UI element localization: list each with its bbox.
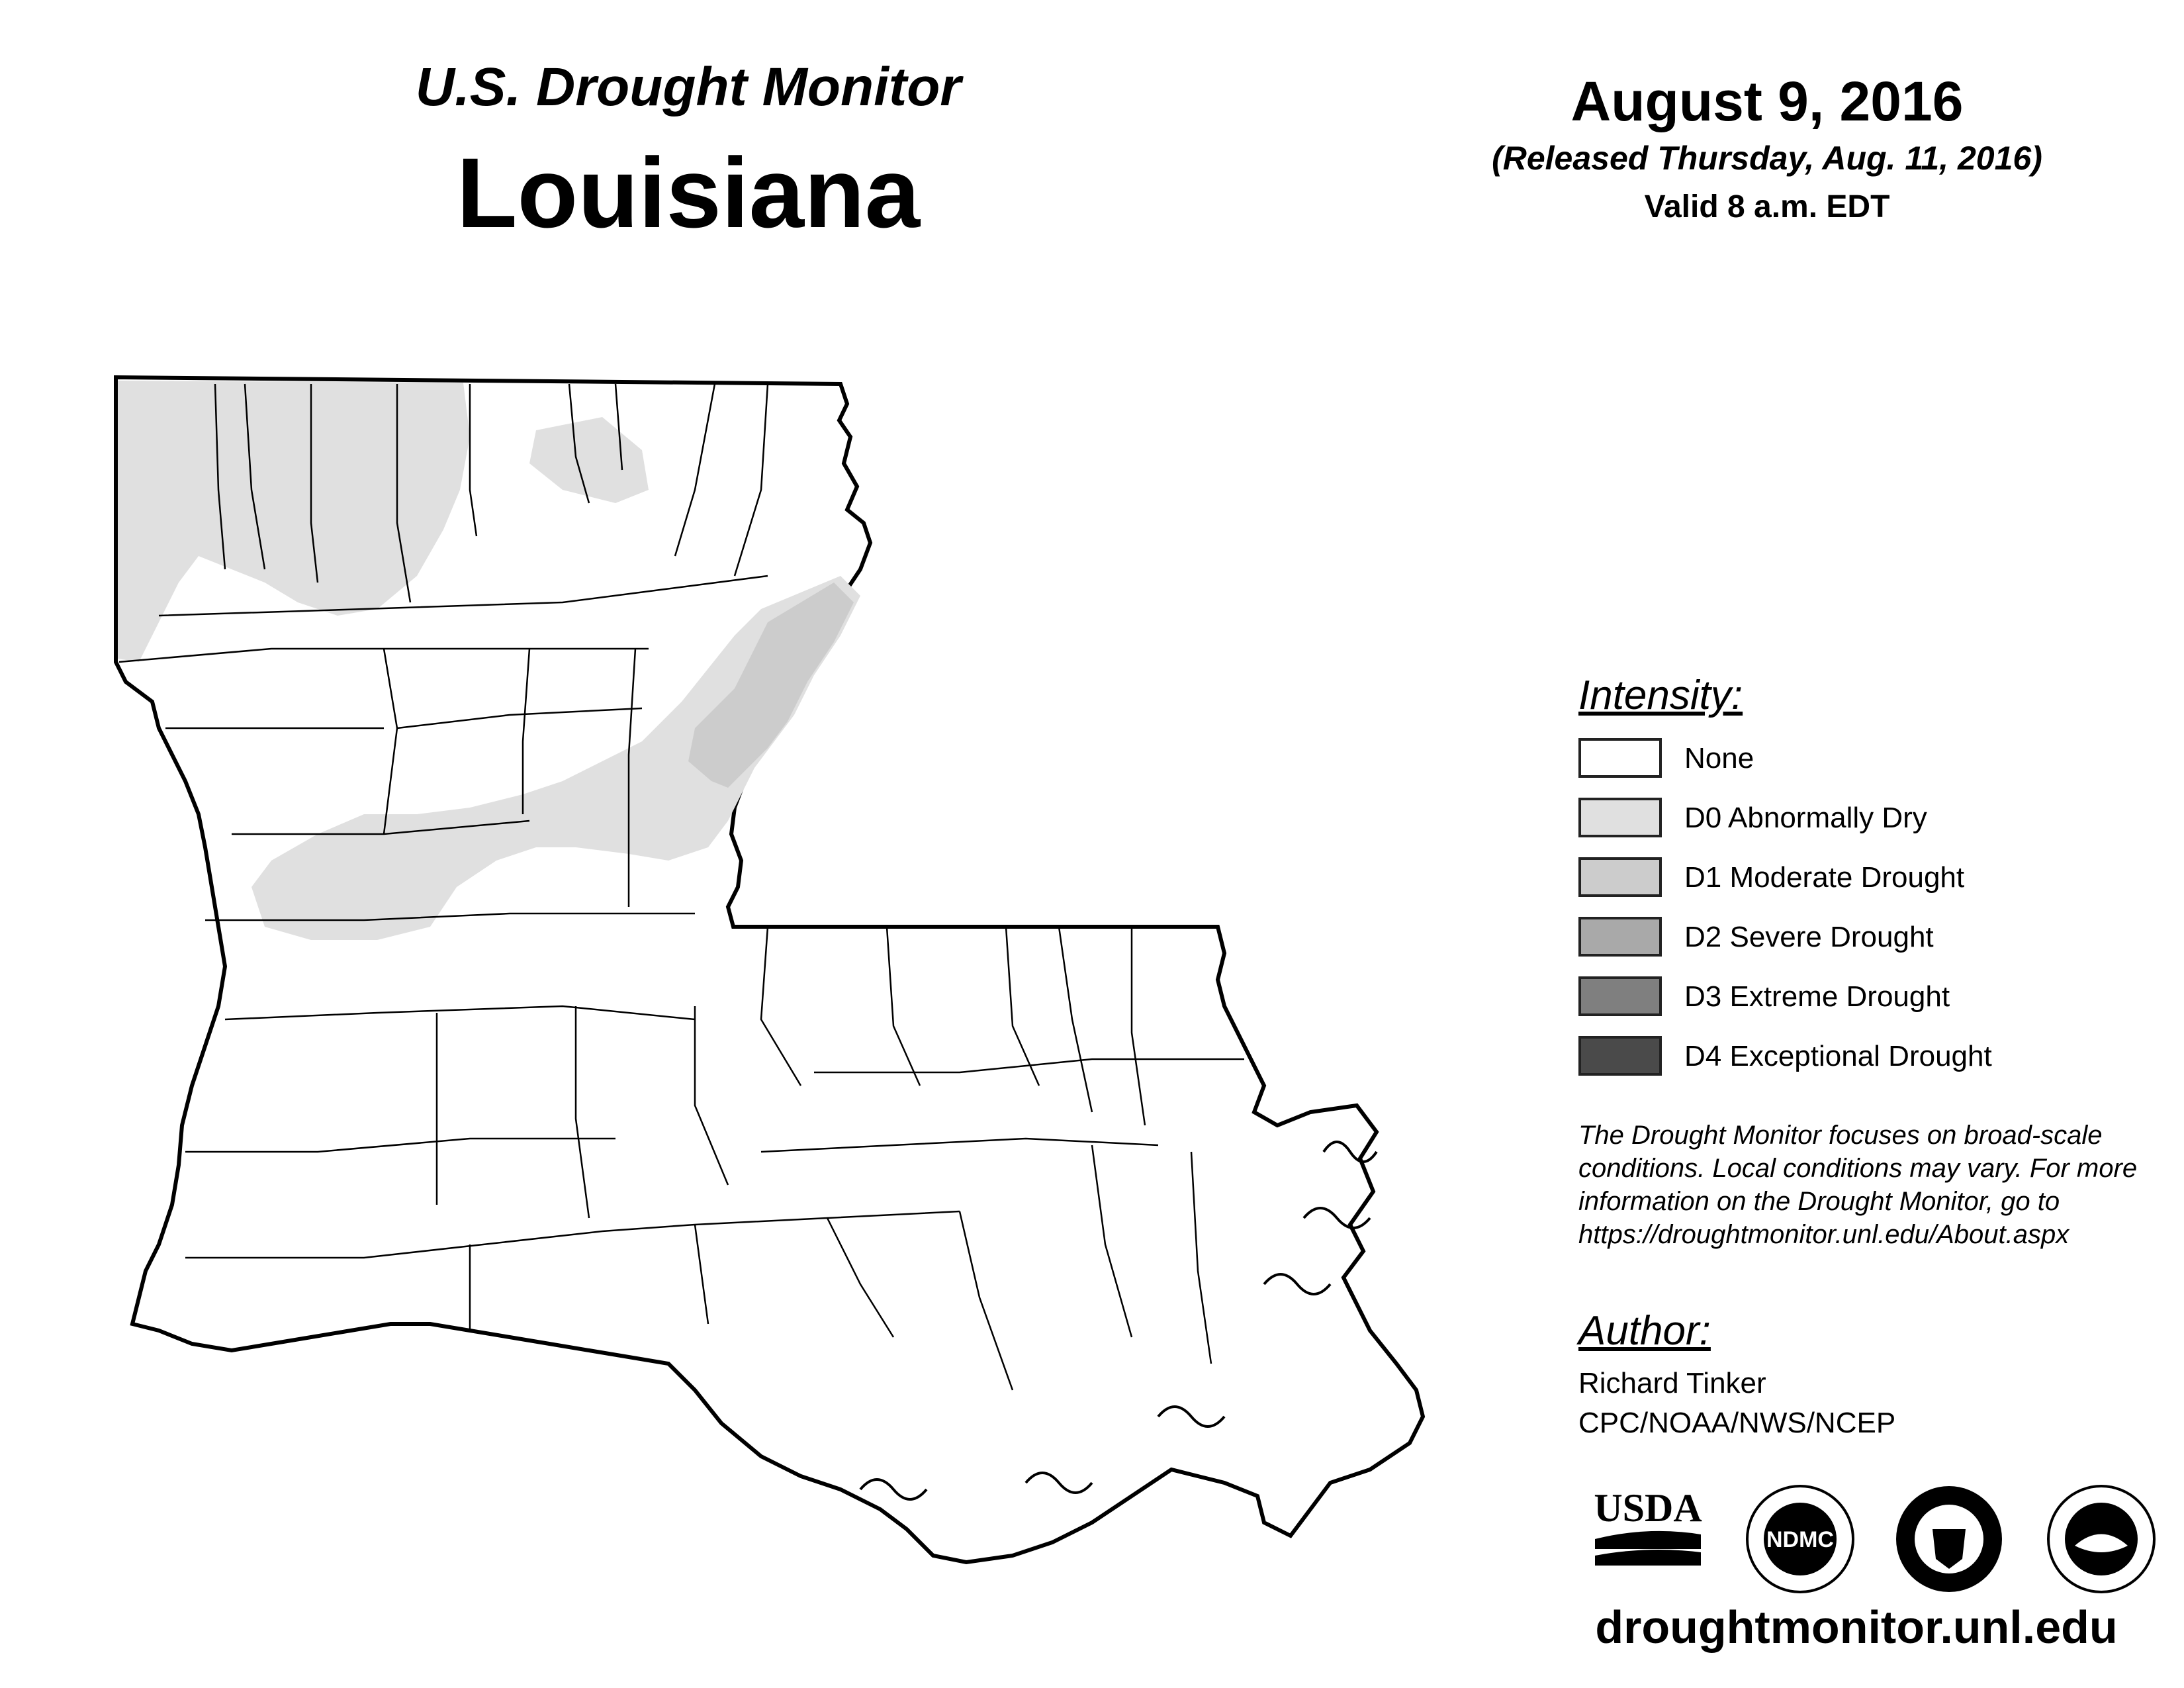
usda-logo <box>1592 1483 1704 1569</box>
legend-swatch-d4 <box>1578 1036 1662 1076</box>
svg-text:NDMC: NDMC <box>1766 1527 1834 1552</box>
svg-text:USDA: USDA <box>1594 1486 1702 1530</box>
website-url[interactable]: droughtmonitor.unl.edu <box>1595 1601 2118 1653</box>
state-title: Louisiana <box>456 137 921 248</box>
legend-swatch-d1 <box>1578 857 1662 897</box>
valid-time: Valid 8 a.m. EDT <box>1644 189 1890 224</box>
legend-swatch-d2 <box>1578 917 1662 957</box>
commerce-seal-logo <box>1893 1483 2005 1595</box>
legend-swatch-d0 <box>1578 798 1662 837</box>
legend-label: D0 Abnormally Dry <box>1684 802 1927 834</box>
legend-title: Intensity: <box>1578 673 1743 718</box>
noaa-logo <box>2045 1483 2158 1595</box>
ndmc-logo <box>1744 1483 1856 1595</box>
monitor-title: U.S. Drought Monitor <box>415 57 962 117</box>
louisiana-drought-map <box>99 357 1463 1615</box>
legend-label: D1 Moderate Drought <box>1684 861 1965 894</box>
release-date: (Released Thursday, Aug. 11, 2016) <box>1492 140 2042 177</box>
author-heading: Author: <box>1578 1308 1711 1354</box>
legend-label: D4 Exceptional Drought <box>1684 1040 1992 1072</box>
legend-label: D3 Extreme Drought <box>1684 980 1950 1013</box>
legend-swatch-none <box>1578 738 1662 778</box>
legend-label: None <box>1684 742 1754 774</box>
legend-swatch-d3 <box>1578 976 1662 1016</box>
map-date: August 9, 2016 <box>1570 70 1964 132</box>
author-name: Richard Tinker <box>1578 1367 1766 1399</box>
disclaimer-note: The Drought Monitor focuses on broad-scale conditions. Local conditions may vary. For more information on the Drought Monitor, go to https://droughtmonitor.unl.edu/About.aspx <box>1578 1121 2138 1249</box>
author-organization: CPC/NOAA/NWS/NCEP <box>1578 1407 1896 1439</box>
legend-label: D2 Severe Drought <box>1684 921 1934 953</box>
